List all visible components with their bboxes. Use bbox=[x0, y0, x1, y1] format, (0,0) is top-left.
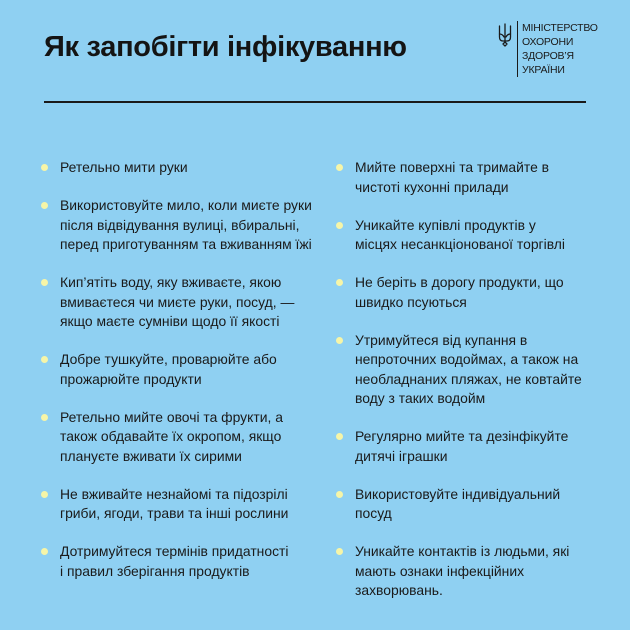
bullet-dot bbox=[336, 491, 343, 498]
list-item-text: Не вживайте незнайомі та підозрілі гриби, ягоди, трави та інші рослини bbox=[60, 485, 289, 521]
page-title: Як запобігти інфікуванню bbox=[44, 31, 407, 63]
bullet-dot bbox=[41, 491, 48, 498]
list-item bbox=[336, 216, 586, 255]
list-item bbox=[41, 158, 326, 178]
bullet-dot bbox=[336, 433, 343, 440]
list-item bbox=[336, 331, 586, 409]
list-item-text: Не беріть в дорогу продукти, що швидко псуються bbox=[355, 274, 564, 310]
bullet-dot bbox=[336, 164, 343, 171]
title-divider bbox=[44, 101, 586, 103]
list-item bbox=[41, 542, 326, 581]
list-item bbox=[41, 350, 326, 389]
list-item bbox=[336, 542, 586, 601]
bullet-dot bbox=[336, 337, 343, 344]
list-item bbox=[41, 196, 326, 255]
ministry-name bbox=[522, 21, 598, 77]
bullet-dot bbox=[336, 548, 343, 555]
bullet-dot bbox=[41, 279, 48, 286]
bullet-dot bbox=[41, 356, 48, 363]
list-item-text: Використовуйте мило, коли миєте руки після відвідування вулиці, вбиральні, перед приготуванням та вживанням їжі bbox=[60, 197, 312, 252]
bullet-dot bbox=[41, 548, 48, 555]
list-item bbox=[41, 408, 326, 467]
bullet-dot bbox=[336, 222, 343, 229]
list-item-text: Використовуйте індивідуальний посуд bbox=[355, 485, 561, 521]
list-item-text: Регулярно мийте та дезінфікуйте дитячі іграшки bbox=[355, 428, 569, 464]
list-item-text: Утримуйтеся від купання в непроточних водоймах, а також на необладнаних пляжах, не ковтайте воду з таких водойм bbox=[355, 331, 582, 406]
trident-icon bbox=[498, 23, 512, 47]
list-item bbox=[336, 485, 586, 524]
ministry-logo bbox=[498, 21, 598, 77]
list-item-text: Мийте поверхні та тримайте в чистоті кухонні прилади bbox=[355, 159, 550, 195]
ministry-line: МІНІСТЕРСТВО bbox=[522, 22, 598, 34]
list-item-text: Дотримуйтеся термінів придатності і правил зберігання продуктів bbox=[60, 543, 289, 579]
ministry-line: ЗДОРОВ’Я bbox=[522, 50, 574, 62]
list-item bbox=[336, 273, 586, 312]
list-item-text: Уникайте купівлі продуктів у місцях несанкціонованої торгівлі bbox=[355, 216, 565, 252]
list-item bbox=[41, 273, 326, 332]
list-item-text: Добре тушкуйте, проварюйте або прожарюйте продукти bbox=[60, 351, 277, 387]
bullet-dot bbox=[41, 164, 48, 171]
bullet-dot bbox=[41, 202, 48, 209]
list-item-text: Кип’ятіть воду, яку вживаєте, якою вмиваєтеся чи миєте руки, посуд, — якщо маєте сумніви щодо її якості bbox=[60, 274, 295, 329]
bullet-dot bbox=[336, 279, 343, 286]
list-item-text: Ретельно мити руки bbox=[60, 159, 188, 175]
ministry-line: ОХОРОНИ bbox=[522, 36, 574, 48]
list-item bbox=[336, 158, 586, 197]
ministry-separator bbox=[517, 21, 518, 77]
right-tips-list bbox=[336, 158, 586, 619]
list-item bbox=[41, 485, 326, 524]
list-item-text: Уникайте контактів із людьми, які мають ознаки інфекційних захворювань. bbox=[355, 543, 570, 598]
list-item-text: Ретельно мийте овочі та фрукти, а також обдавайте їх окропом, якщо плануєте вживати їх сирими bbox=[60, 408, 283, 464]
list-item bbox=[336, 427, 586, 466]
bullet-dot bbox=[41, 414, 48, 421]
ministry-line: УКРАЇНИ bbox=[522, 64, 565, 76]
left-tips-list bbox=[41, 158, 326, 600]
